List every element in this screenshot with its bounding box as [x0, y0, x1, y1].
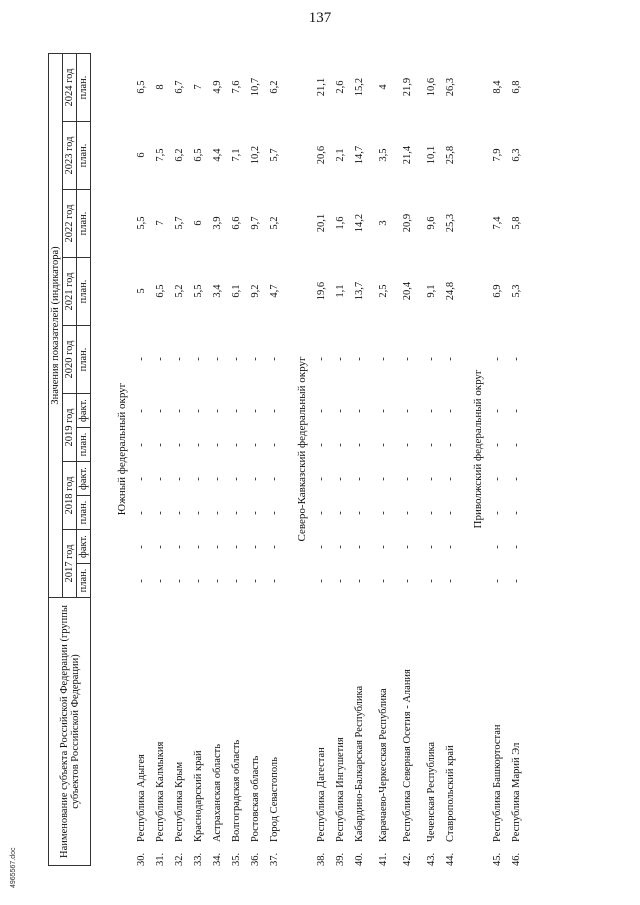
header-year: 2021 год [63, 258, 77, 326]
value-cell: 7 [193, 84, 204, 90]
region-name: Волгоградская область [231, 739, 242, 842]
value-cell: - [426, 409, 437, 413]
section-title: Северо-Кавказский федеральный округ [296, 356, 308, 542]
row-number: 38. [316, 852, 327, 866]
value-cell: - [269, 511, 280, 515]
table-row [174, 32, 188, 866]
value-cell: - [426, 579, 437, 583]
value-cell: - [354, 357, 365, 361]
value-cell: 6,5 [193, 148, 204, 162]
landscape-table [48, 32, 608, 866]
value-cell: - [445, 357, 456, 361]
value-cell: - [193, 357, 204, 361]
value-cell: - [492, 477, 503, 481]
header-plan: план. [77, 496, 91, 530]
row-number: 34. [212, 852, 223, 866]
value-cell: - [445, 579, 456, 583]
row-number: 32. [174, 852, 185, 866]
value-cell: - [426, 357, 437, 361]
value-cell: 3,4 [212, 284, 223, 298]
header-plan: план. [77, 54, 91, 122]
value-cell: - [250, 357, 261, 361]
region-name: Кабардино-Балкарская Республика [354, 685, 365, 842]
table-row [335, 32, 349, 866]
value-cell: 2,5 [378, 284, 389, 298]
value-cell: - [492, 579, 503, 583]
value-cell: - [378, 545, 389, 549]
value-cell: - [193, 511, 204, 515]
value-cell: 4,4 [212, 148, 223, 162]
header-year: 2019 год [63, 394, 77, 462]
value-cell: 10,2 [250, 145, 261, 165]
region-name: Республика Адыгея [136, 754, 147, 842]
table-row [378, 32, 392, 866]
value-cell: - [378, 443, 389, 447]
value-cell: - [250, 443, 261, 447]
value-cell: - [136, 477, 147, 481]
value-cell: - [155, 579, 166, 583]
page-number: 137 [308, 10, 332, 26]
header-indicators: Значения показателей (индикатора) [49, 54, 63, 598]
value-cell: - [445, 545, 456, 549]
value-cell: 6,2 [269, 80, 280, 94]
value-cell: - [269, 357, 280, 361]
value-cell: 6,1 [231, 284, 242, 298]
value-cell: - [511, 511, 522, 515]
value-cell: 7,9 [492, 148, 503, 162]
row-number: 33. [193, 852, 204, 866]
value-cell: - [402, 511, 413, 515]
value-cell: 6,8 [511, 80, 522, 94]
region-name: Республика Калмыкия [155, 741, 166, 842]
section-title: Южный федеральный округ [116, 382, 128, 516]
value-cell: 7,6 [231, 80, 242, 94]
value-cell: - [136, 409, 147, 413]
value-cell: - [269, 477, 280, 481]
table-row [426, 32, 440, 866]
value-cell: - [378, 409, 389, 413]
header-year: 2018 год [63, 462, 77, 530]
value-cell: - [212, 409, 223, 413]
value-cell: 20,4 [402, 281, 413, 301]
row-number: 35. [231, 852, 242, 866]
header-plan: план. [77, 190, 91, 258]
value-cell: 9,6 [426, 216, 437, 230]
value-cell: 5,5 [193, 284, 204, 298]
value-cell: - [231, 443, 242, 447]
header-plan: план. [77, 326, 91, 394]
value-cell: - [250, 579, 261, 583]
value-cell: - [193, 443, 204, 447]
value-cell: - [155, 357, 166, 361]
value-cell: 8,4 [492, 80, 503, 94]
header-fact: факт. [77, 462, 91, 496]
value-cell: - [155, 511, 166, 515]
value-cell: - [335, 409, 346, 413]
value-cell: 7,4 [492, 216, 503, 230]
value-cell: - [492, 443, 503, 447]
table-row [354, 32, 368, 866]
header-year: 2020 год [63, 326, 77, 394]
value-cell: - [136, 579, 147, 583]
value-cell: - [492, 409, 503, 413]
region-name: Республика Марий Эл [511, 742, 522, 842]
value-cell: 10,6 [426, 77, 437, 97]
value-cell: 15,2 [354, 77, 365, 97]
region-name: Республика Башкортостан [492, 724, 503, 842]
header-year: 2023 год [63, 122, 77, 190]
value-cell: - [511, 357, 522, 361]
value-cell: - [316, 409, 327, 413]
value-cell: - [212, 579, 223, 583]
value-cell: - [193, 579, 204, 583]
value-cell: - [212, 357, 223, 361]
value-cell: 5,2 [174, 284, 185, 298]
value-cell: - [445, 511, 456, 515]
region-name: Краснодарский край [193, 750, 204, 842]
value-cell: 7 [155, 220, 166, 226]
value-cell: 5,3 [511, 284, 522, 298]
value-cell: - [354, 511, 365, 515]
value-cell: 3 [378, 220, 389, 226]
value-cell: - [250, 545, 261, 549]
value-cell: - [335, 357, 346, 361]
value-cell: - [354, 409, 365, 413]
row-number: 31. [155, 852, 166, 866]
value-cell: - [155, 477, 166, 481]
value-cell: 21,4 [402, 145, 413, 165]
table-row [269, 32, 283, 866]
value-cell: 1,6 [335, 216, 346, 230]
rotated-table-area [48, 32, 608, 866]
row-number: 39. [335, 852, 346, 866]
value-cell: 13,7 [354, 281, 365, 301]
value-cell: - [231, 579, 242, 583]
value-cell: 9,7 [250, 216, 261, 230]
value-cell: 19,6 [316, 281, 327, 301]
row-number: 44. [445, 852, 456, 866]
value-cell: 2,6 [335, 80, 346, 94]
table-row [492, 32, 506, 866]
value-cell: - [426, 477, 437, 481]
value-cell: - [212, 511, 223, 515]
region-name: Республика Ингушетия [335, 737, 346, 842]
value-cell: - [354, 545, 365, 549]
value-cell: 10,1 [426, 145, 437, 165]
value-cell: 4 [378, 84, 389, 90]
region-name: Карачаево-Черкесская Республика [378, 688, 389, 842]
value-cell: - [136, 545, 147, 549]
table-row [136, 32, 150, 866]
value-cell: - [250, 511, 261, 515]
table-row [193, 32, 207, 866]
value-cell: - [426, 545, 437, 549]
value-cell: - [402, 545, 413, 549]
value-cell: - [269, 545, 280, 549]
table-row [316, 32, 330, 866]
value-cell: - [155, 409, 166, 413]
value-cell: - [492, 511, 503, 515]
value-cell: 7,1 [231, 148, 242, 162]
value-cell: 6,3 [511, 148, 522, 162]
value-cell: - [378, 511, 389, 515]
value-cell: - [378, 579, 389, 583]
region-name: Ставропольский край [445, 745, 456, 842]
row-number: 42. [402, 852, 413, 866]
row-number: 46. [511, 852, 522, 866]
value-cell: 6,6 [231, 216, 242, 230]
value-cell: 20,6 [316, 145, 327, 165]
header-plan: план. [77, 258, 91, 326]
value-cell: - [426, 511, 437, 515]
value-cell: - [136, 357, 147, 361]
value-cell: - [174, 443, 185, 447]
value-cell: 21,1 [316, 77, 327, 97]
value-cell: - [316, 545, 327, 549]
region-name: Чеченская Республика [426, 741, 437, 842]
header-fact: факт. [77, 530, 91, 564]
value-cell: 5,8 [511, 216, 522, 230]
value-cell: 6 [136, 152, 147, 158]
value-cell: - [378, 357, 389, 361]
value-cell: - [402, 477, 413, 481]
value-cell: 6,2 [174, 148, 185, 162]
table-row [511, 32, 525, 866]
value-cell: - [155, 443, 166, 447]
row-number: 36. [250, 852, 261, 866]
value-cell: 5 [136, 288, 147, 294]
table-header [48, 53, 91, 866]
value-cell: - [231, 409, 242, 413]
value-cell: - [402, 357, 413, 361]
value-cell: - [316, 443, 327, 447]
value-cell: 5,7 [269, 148, 280, 162]
value-cell: 26,3 [445, 77, 456, 97]
row-number: 37. [269, 852, 280, 866]
value-cell: - [174, 545, 185, 549]
value-cell: - [426, 443, 437, 447]
value-cell: - [231, 545, 242, 549]
value-cell: - [193, 477, 204, 481]
value-cell: - [511, 443, 522, 447]
value-cell: 4,7 [269, 284, 280, 298]
value-cell: 1,1 [335, 284, 346, 298]
value-cell: - [269, 409, 280, 413]
value-cell: - [354, 579, 365, 583]
value-cell: - [250, 409, 261, 413]
row-number: 45. [492, 852, 503, 866]
region-name: Республика Дагестан [316, 747, 327, 842]
table-row [250, 32, 264, 866]
value-cell: - [378, 477, 389, 481]
value-cell: 5,2 [269, 216, 280, 230]
header-year: 2017 год [63, 530, 77, 598]
header-year: 2022 год [63, 190, 77, 258]
value-cell: - [445, 443, 456, 447]
value-cell: - [193, 545, 204, 549]
value-cell: - [212, 545, 223, 549]
region-name: Астраханская область [212, 744, 223, 842]
value-cell: - [335, 579, 346, 583]
value-cell: 8 [155, 84, 166, 90]
value-cell: - [511, 409, 522, 413]
value-cell: 14,2 [354, 213, 365, 233]
header-year: 2024 год [63, 54, 77, 122]
value-cell: - [269, 579, 280, 583]
value-cell: 7,5 [155, 148, 166, 162]
value-cell: 3,9 [212, 216, 223, 230]
value-cell: - [402, 409, 413, 413]
table-row [155, 32, 169, 866]
section-title: Приволжский федеральный округ [472, 369, 484, 529]
value-cell: - [174, 477, 185, 481]
header-plan: план. [77, 564, 91, 598]
value-cell: 6 [193, 220, 204, 226]
value-cell: - [316, 579, 327, 583]
value-cell: 24,8 [445, 281, 456, 301]
region-name: Ростовская область [250, 755, 261, 842]
value-cell: 5,7 [174, 216, 185, 230]
value-cell: - [155, 545, 166, 549]
value-cell: 3,5 [378, 148, 389, 162]
value-cell: - [212, 477, 223, 481]
value-cell: - [269, 443, 280, 447]
value-cell: - [402, 443, 413, 447]
value-cell: - [231, 511, 242, 515]
value-cell: 4,9 [212, 80, 223, 94]
footer-filename: 4965567.doc [10, 847, 17, 888]
value-cell: 6,5 [155, 284, 166, 298]
value-cell: - [402, 579, 413, 583]
value-cell: 9,2 [250, 284, 261, 298]
value-cell: - [335, 477, 346, 481]
value-cell: - [316, 477, 327, 481]
header-fact: факт. [77, 394, 91, 428]
value-cell: - [335, 545, 346, 549]
table-row [212, 32, 226, 866]
value-cell: 6,7 [174, 80, 185, 94]
value-cell: - [511, 545, 522, 549]
value-cell: - [136, 511, 147, 515]
value-cell: - [445, 409, 456, 413]
value-cell: 21,9 [402, 77, 413, 97]
value-cell: - [174, 511, 185, 515]
row-number: 40. [354, 852, 365, 866]
value-cell: - [316, 357, 327, 361]
value-cell: 20,9 [402, 213, 413, 233]
value-cell: - [231, 357, 242, 361]
region-name: Город Севастополь [269, 757, 280, 842]
row-number: 41. [378, 852, 389, 866]
value-cell: - [354, 477, 365, 481]
value-cell: 5,5 [136, 216, 147, 230]
value-cell: 25,8 [445, 145, 456, 165]
value-cell: 2,1 [335, 148, 346, 162]
value-cell: 6,9 [492, 284, 503, 298]
region-name: Республика Северная Осетия - Алания [402, 669, 413, 842]
row-number: 30. [136, 852, 147, 866]
value-cell: - [354, 443, 365, 447]
table-row [445, 32, 459, 866]
region-name: Республика Крым [174, 761, 185, 842]
value-cell: - [316, 511, 327, 515]
table-row [231, 32, 245, 866]
value-cell: 25,3 [445, 213, 456, 233]
header-plan: план. [77, 122, 91, 190]
value-cell: - [231, 477, 242, 481]
value-cell: - [174, 579, 185, 583]
value-cell: 20,1 [316, 213, 327, 233]
value-cell: - [136, 443, 147, 447]
header-subject: Наименование субъекта Российской Федерации (группы субъектов Российской Федерации) [49, 598, 91, 866]
value-cell: - [492, 357, 503, 361]
value-cell: - [193, 409, 204, 413]
value-cell: - [511, 477, 522, 481]
value-cell: - [250, 477, 261, 481]
value-cell: - [174, 357, 185, 361]
value-cell: - [511, 579, 522, 583]
row-number: 43. [426, 852, 437, 866]
value-cell: - [335, 511, 346, 515]
value-cell: 6,5 [136, 80, 147, 94]
value-cell: - [335, 443, 346, 447]
value-cell: - [445, 477, 456, 481]
value-cell: 14,7 [354, 145, 365, 165]
table-row [402, 32, 416, 866]
value-cell: - [174, 409, 185, 413]
value-cell: 10,7 [250, 77, 261, 97]
header-plan: план. [77, 428, 91, 462]
value-cell: - [212, 443, 223, 447]
value-cell: 9,1 [426, 284, 437, 298]
value-cell: - [492, 545, 503, 549]
